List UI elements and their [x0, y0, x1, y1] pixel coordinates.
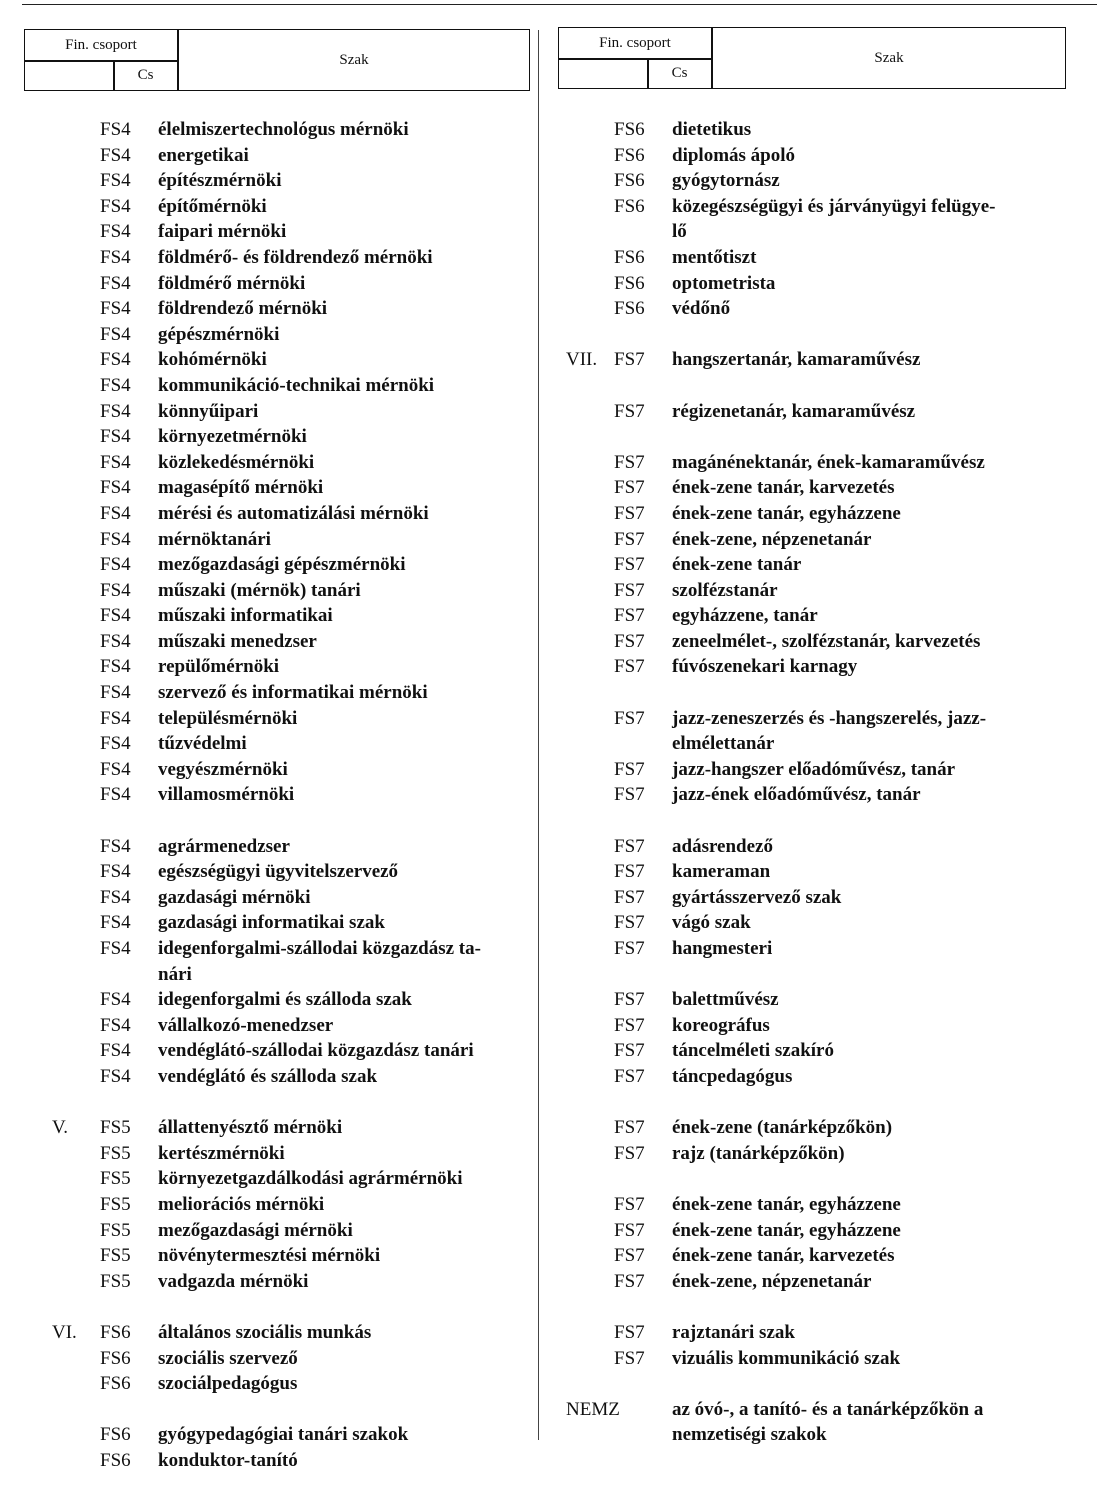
cs-code: FS7 [614, 656, 645, 678]
list-item [566, 1141, 1076, 1167]
cs-code: FS7 [614, 861, 645, 883]
cs-code: FS4 [100, 579, 131, 601]
szak-name: ének-zene tanár, karvezetés [672, 477, 895, 499]
cs-code: FS4 [100, 1065, 131, 1087]
szak-name: faipari mérnöki [158, 221, 287, 243]
szak-name: mezőgazdasági gépészmérnöki [158, 554, 406, 576]
list-item [566, 347, 1076, 373]
szak-name: vállalkozó-menedzser [158, 1014, 334, 1036]
cs-code: FS7 [614, 1245, 645, 1267]
cs-code: FS6 [614, 246, 645, 268]
list-item [566, 936, 1076, 962]
list-item [52, 782, 572, 808]
list-item [52, 373, 572, 399]
cs-code: FS4 [100, 400, 131, 422]
szak-name: gyártásszervező szak [672, 886, 842, 908]
szak-name: gépészmérnöki [158, 323, 280, 345]
list-item [52, 347, 572, 373]
list-item [52, 117, 572, 143]
header-cs: Cs [671, 65, 688, 81]
cs-code: FS6 [100, 1424, 131, 1446]
szak-name: idegenforgalmi-szállodai közgazdász ta- [158, 938, 481, 959]
cs-code: FS5 [100, 1219, 131, 1241]
group-label: V. [52, 1117, 69, 1139]
list-item [566, 578, 1076, 604]
cs-code: FS5 [100, 1245, 131, 1267]
spacer [566, 1371, 1076, 1397]
list-item [566, 885, 1076, 911]
szak-name: kameraman [672, 861, 771, 883]
szak-name: kohómérnöki [158, 349, 267, 371]
szak-name: mérnöktanári [158, 528, 271, 550]
szak-name: adásrendező [672, 835, 773, 857]
szak-name: műszaki (mérnök) tanári [158, 579, 361, 601]
cs-code: FS6 [614, 170, 645, 192]
cs-code: FS5 [100, 1117, 131, 1139]
list-item [566, 527, 1076, 553]
list-item [566, 194, 1076, 220]
cs-code: FS4 [100, 426, 131, 448]
spacer [566, 680, 1076, 706]
spacer [52, 1090, 572, 1116]
cs-code: FS4 [100, 144, 131, 166]
header-cs: Cs [137, 67, 154, 83]
list-item [52, 296, 572, 322]
cs-code: FS4 [100, 938, 131, 959]
list-item [566, 1013, 1076, 1039]
szak-name: idegenforgalmi és szálloda szak [158, 989, 412, 1011]
list-item [566, 1115, 1076, 1141]
list-item [52, 962, 572, 988]
szak-name: védőnő [672, 298, 731, 320]
list-item [52, 168, 572, 194]
cs-code: FS4 [100, 861, 131, 883]
szak-name: ének-zene (tanárképzőkön) [672, 1117, 893, 1139]
list-item [52, 1038, 572, 1064]
szak-name: magasépítő mérnöki [158, 477, 324, 499]
szak-name: földmérő- és földrendező mérnöki [158, 246, 433, 268]
list-item [52, 603, 572, 629]
szak-name: egyházzene, tanár [672, 605, 818, 627]
list-item [52, 936, 572, 962]
list-item [566, 1422, 1076, 1448]
cs-code: FS7 [614, 451, 645, 473]
list-item [52, 1064, 572, 1090]
cs-code: FS4 [100, 682, 131, 704]
cs-code: FS7 [614, 784, 645, 806]
list-item [52, 399, 572, 425]
szak-name: ének-zene tanár, egyházzene [672, 1193, 901, 1215]
cs-code: FS6 [614, 119, 645, 140]
cs-code: FS7 [614, 1219, 645, 1241]
szak-name: diplomás ápoló [672, 144, 796, 166]
szak-name: nári [158, 963, 192, 985]
szak-name: optometrista [672, 272, 776, 294]
szak-name: szociálpedagógus [158, 1373, 298, 1395]
szak-name: vegyészmérnöki [158, 758, 288, 780]
szak-name: ének-zene tanár, egyházzene [672, 502, 901, 524]
list-item [566, 168, 1076, 194]
szak-name: vizuális kommunikáció szak [672, 1347, 901, 1369]
cs-code: FS7 [614, 1270, 645, 1292]
cs-code: FS5 [100, 1193, 131, 1215]
cs-code: FS4 [100, 605, 131, 627]
cs-code: FS4 [100, 374, 131, 396]
cs-code: FS6 [614, 144, 645, 166]
list-item [52, 501, 572, 527]
group-label: NEMZ [566, 1398, 620, 1420]
list-item [566, 399, 1076, 425]
list-item [566, 219, 1076, 245]
spacer [566, 1166, 1076, 1192]
szak-name: hangszertanár, kamaraművész [672, 349, 921, 371]
cs-code: FS7 [614, 1117, 645, 1139]
cs-code: FS4 [100, 298, 131, 320]
list-item [566, 603, 1076, 629]
szak-name: meliorációs mérnöki [158, 1193, 325, 1215]
list-item [566, 1064, 1076, 1090]
cs-code: FS4 [100, 451, 131, 473]
cs-code: FS7 [614, 707, 645, 729]
szak-name: földmérő mérnöki [158, 272, 306, 294]
cs-code: FS4 [100, 246, 131, 268]
list-item [52, 731, 572, 757]
szak-name: gazdasági informatikai szak [158, 912, 385, 934]
szak-name: energetikai [158, 144, 249, 166]
list-item [52, 1320, 572, 1346]
header-szak: Szak [874, 49, 904, 66]
spacer [566, 962, 1076, 988]
spacer [566, 424, 1076, 450]
szak-name: építészmérnöki [158, 170, 282, 192]
cs-code: FS7 [614, 938, 645, 959]
szak-name: állattenyésztő mérnöki [158, 1117, 343, 1139]
right-column [566, 117, 1076, 1448]
cs-code: FS7 [614, 1193, 645, 1215]
cs-code: FS6 [100, 1347, 131, 1369]
top-rule [22, 4, 1097, 5]
list-item [52, 910, 572, 936]
szak-name: nemzetiségi szakok [672, 1424, 827, 1446]
cs-code: FS7 [614, 989, 645, 1011]
cs-code: FS4 [100, 758, 131, 780]
cs-code: FS7 [614, 1040, 645, 1062]
cs-code: FS7 [614, 1321, 645, 1343]
group-label: VI. [52, 1321, 77, 1343]
szak-name: mérési és automatizálási mérnöki [158, 502, 429, 524]
szak-name: könnyűipari [158, 400, 259, 422]
list-item [566, 782, 1076, 808]
group-label: VII. [566, 349, 598, 371]
table-header-right [558, 27, 1066, 89]
cs-code: FS6 [614, 272, 645, 294]
szak-name: műszaki informatikai [158, 605, 333, 627]
spacer [566, 1294, 1076, 1320]
list-item [52, 757, 572, 783]
cs-code: FS7 [614, 1014, 645, 1036]
cs-code: FS7 [614, 502, 645, 524]
szak-name: gazdasági mérnöki [158, 886, 311, 908]
cs-code: FS4 [100, 707, 131, 729]
szak-name: ének-zene tanár [672, 554, 802, 576]
cs-code: FS7 [614, 579, 645, 601]
szak-name: ének-zene, népzenetanár [672, 1270, 872, 1292]
szak-name: elmélettanár [672, 733, 775, 755]
list-item [52, 424, 572, 450]
szak-name: rajz (tanárképzőkön) [672, 1142, 845, 1164]
header-fin-csoport: Fin. csoport [65, 36, 137, 53]
list-item [52, 475, 572, 501]
list-item [566, 245, 1076, 271]
list-item [52, 450, 572, 476]
list-item [52, 1422, 572, 1448]
szak-name: gyógypedagógiai tanári szakok [158, 1424, 409, 1446]
cs-code: FS4 [100, 477, 131, 499]
szak-name: villamosmérnöki [158, 784, 295, 806]
list-item [566, 910, 1076, 936]
cs-code: FS7 [614, 630, 645, 652]
list-item [52, 143, 572, 169]
spacer [566, 808, 1076, 834]
cs-code: FS4 [100, 1014, 131, 1036]
szak-name: koreográfus [672, 1014, 770, 1036]
list-item [52, 578, 572, 604]
cs-code: FS4 [100, 502, 131, 524]
list-item [52, 1013, 572, 1039]
szak-name: táncpedagógus [672, 1065, 793, 1087]
list-item [52, 885, 572, 911]
szak-name: településmérnöki [158, 707, 298, 729]
cs-code: FS4 [100, 170, 131, 192]
list-item [52, 834, 572, 860]
list-item [566, 296, 1076, 322]
cs-code: FS4 [100, 656, 131, 678]
szak-name: kertészmérnöki [158, 1142, 285, 1164]
szak-name: földrendező mérnöki [158, 298, 328, 320]
cs-code: FS4 [100, 1040, 131, 1062]
list-item [566, 654, 1076, 680]
list-item [52, 1346, 572, 1372]
spacer [566, 322, 1076, 348]
list-item [52, 1192, 572, 1218]
szak-name: vadgazda mérnöki [158, 1270, 309, 1292]
szak-name: zeneelmélet-, szolfézstanár, karvezetés [672, 630, 981, 652]
szak-name: dietetikus [672, 119, 752, 140]
list-item [52, 194, 572, 220]
list-item [52, 1371, 572, 1397]
szak-name: kommunikáció-technikai mérnöki [158, 374, 435, 396]
list-item [566, 450, 1076, 476]
szak-name: konduktor-tanító [158, 1449, 298, 1471]
cs-code: FS6 [614, 298, 645, 320]
szak-name: mentőtiszt [672, 246, 757, 268]
table-header-left [24, 29, 530, 91]
list-item [52, 987, 572, 1013]
list-item [52, 245, 572, 271]
list-item [566, 1346, 1076, 1372]
cs-code: FS4 [100, 349, 131, 371]
cs-code: FS7 [614, 886, 645, 908]
szak-name: általános szociális munkás [158, 1321, 372, 1343]
szak-name: repülőmérnöki [158, 656, 280, 678]
cs-code: FS4 [100, 119, 131, 140]
list-item [566, 271, 1076, 297]
szak-name: hangmesteri [672, 938, 773, 959]
szak-name: régizenetanár, kamaraművész [672, 400, 916, 422]
list-item [566, 629, 1076, 655]
cs-code: FS4 [100, 886, 131, 908]
cs-code: FS4 [100, 528, 131, 550]
cs-code: FS4 [100, 784, 131, 806]
cs-code: FS7 [614, 912, 645, 934]
spacer [52, 1397, 572, 1423]
cs-code: FS7 [614, 477, 645, 499]
szak-name: rajztanári szak [672, 1321, 795, 1343]
cs-code: FS7 [614, 1347, 645, 1369]
list-item [52, 552, 572, 578]
szak-name: növénytermesztési mérnöki [158, 1245, 381, 1267]
list-item [566, 987, 1076, 1013]
cs-code: FS7 [614, 554, 645, 576]
szak-name: jazz-zeneszerzés és -hangszerelés, jazz- [672, 707, 987, 729]
szak-name: táncelméleti szakíró [672, 1040, 834, 1062]
szak-name: jazz-hangszer előadóművész, tanár [672, 758, 956, 780]
cs-code: FS5 [100, 1142, 131, 1164]
cs-code: FS4 [100, 989, 131, 1011]
cs-code: FS7 [614, 605, 645, 627]
szak-name: jazz-ének előadóművész, tanár [672, 784, 921, 806]
cs-code: FS7 [614, 835, 645, 857]
szak-name: műszaki menedzser [158, 630, 317, 652]
list-item [566, 143, 1076, 169]
szak-name: vendéglátó és szálloda szak [158, 1065, 378, 1087]
szak-name: magánénektanár, ének-kamaraművész [672, 451, 985, 473]
list-item [52, 219, 572, 245]
list-item [52, 1448, 572, 1474]
list-item [566, 834, 1076, 860]
szak-name: vendéglátó-szállodai közgazdász tanári [158, 1040, 474, 1062]
cs-code: FS7 [614, 349, 645, 371]
szak-name: vágó szak [672, 912, 751, 934]
cs-code: FS7 [614, 1142, 645, 1164]
szak-name: fúvószenekari karnagy [672, 656, 858, 678]
cs-code: FS4 [100, 912, 131, 934]
szak-name: szolfézstanár [672, 579, 778, 601]
cs-code: FS7 [614, 758, 645, 780]
list-item [566, 706, 1076, 732]
cs-code: FS4 [100, 195, 131, 217]
list-item [52, 1141, 572, 1167]
header-szak: Szak [339, 51, 369, 68]
list-item [52, 859, 572, 885]
list-item [52, 629, 572, 655]
szak-name: élelmiszertechnológus mérnöki [158, 119, 409, 140]
szak-name: agrármenedzser [158, 835, 290, 857]
szak-name: ének-zene, népzenetanár [672, 528, 872, 550]
szak-name: ének-zene tanár, karvezetés [672, 1245, 895, 1267]
list-item [566, 859, 1076, 885]
cs-code: FS4 [100, 221, 131, 243]
szak-name: mezőgazdasági mérnöki [158, 1219, 353, 1241]
szak-name: balettművész [672, 989, 779, 1011]
list-item [52, 527, 572, 553]
cs-code: FS6 [100, 1373, 131, 1395]
spacer [566, 373, 1076, 399]
cs-code: FS4 [100, 272, 131, 294]
header-fin-csoport: Fin. csoport [599, 34, 671, 51]
szak-name: tűzvédelmi [158, 733, 247, 755]
cs-code: FS6 [614, 195, 645, 217]
list-item [52, 1115, 572, 1141]
cs-code: FS7 [614, 400, 645, 422]
list-item [52, 706, 572, 732]
list-item [566, 731, 1076, 757]
szak-name: ének-zene tanár, egyházzene [672, 1219, 901, 1241]
cs-code: FS7 [614, 528, 645, 550]
spacer [52, 1294, 572, 1320]
cs-code: FS4 [100, 630, 131, 652]
list-item [52, 322, 572, 348]
cs-code: FS6 [100, 1321, 131, 1343]
cs-code: FS5 [100, 1168, 131, 1190]
spacer [566, 1090, 1076, 1116]
list-item [566, 757, 1076, 783]
list-item [566, 1243, 1076, 1269]
szak-name: szervező és informatikai mérnöki [158, 682, 428, 704]
list-item [566, 1192, 1076, 1218]
cs-code: FS5 [100, 1270, 131, 1292]
cs-code: FS4 [100, 554, 131, 576]
szak-name: egészségügyi ügyvitelszervező [158, 861, 399, 883]
list-item [566, 501, 1076, 527]
list-item [52, 680, 572, 706]
szak-name: környezetgazdálkodási agrármérnöki [158, 1168, 463, 1190]
list-item [52, 654, 572, 680]
cs-code: FS6 [100, 1449, 131, 1471]
szak-name: lő [672, 221, 687, 243]
cs-code: FS4 [100, 733, 131, 755]
szak-name: gyógytornász [672, 170, 780, 192]
list-item [52, 1243, 572, 1269]
list-item [52, 1166, 572, 1192]
list-item [566, 117, 1076, 143]
szak-name: közegészségügyi és járványügyi felügye- [672, 195, 996, 217]
szak-name: szociális szervező [158, 1347, 298, 1369]
szak-name: az óvó-, a tanító- és a tanárképzőkön a [672, 1398, 984, 1420]
list-item [52, 1218, 572, 1244]
list-item [566, 1397, 1076, 1423]
cs-code: FS4 [100, 835, 131, 857]
spacer [52, 808, 572, 834]
szak-name: környezetmérnöki [158, 426, 307, 448]
list-item [566, 475, 1076, 501]
cs-code: FS7 [614, 1065, 645, 1087]
left-column [52, 117, 572, 1473]
list-item [566, 1320, 1076, 1346]
list-item [52, 1269, 572, 1295]
list-item [52, 271, 572, 297]
szak-name: építőmérnöki [158, 195, 267, 217]
szak-name: közlekedésmérnöki [158, 451, 315, 473]
cs-code: FS4 [100, 323, 131, 345]
list-item [566, 1218, 1076, 1244]
list-item [566, 552, 1076, 578]
list-item [566, 1269, 1076, 1295]
list-item [566, 1038, 1076, 1064]
